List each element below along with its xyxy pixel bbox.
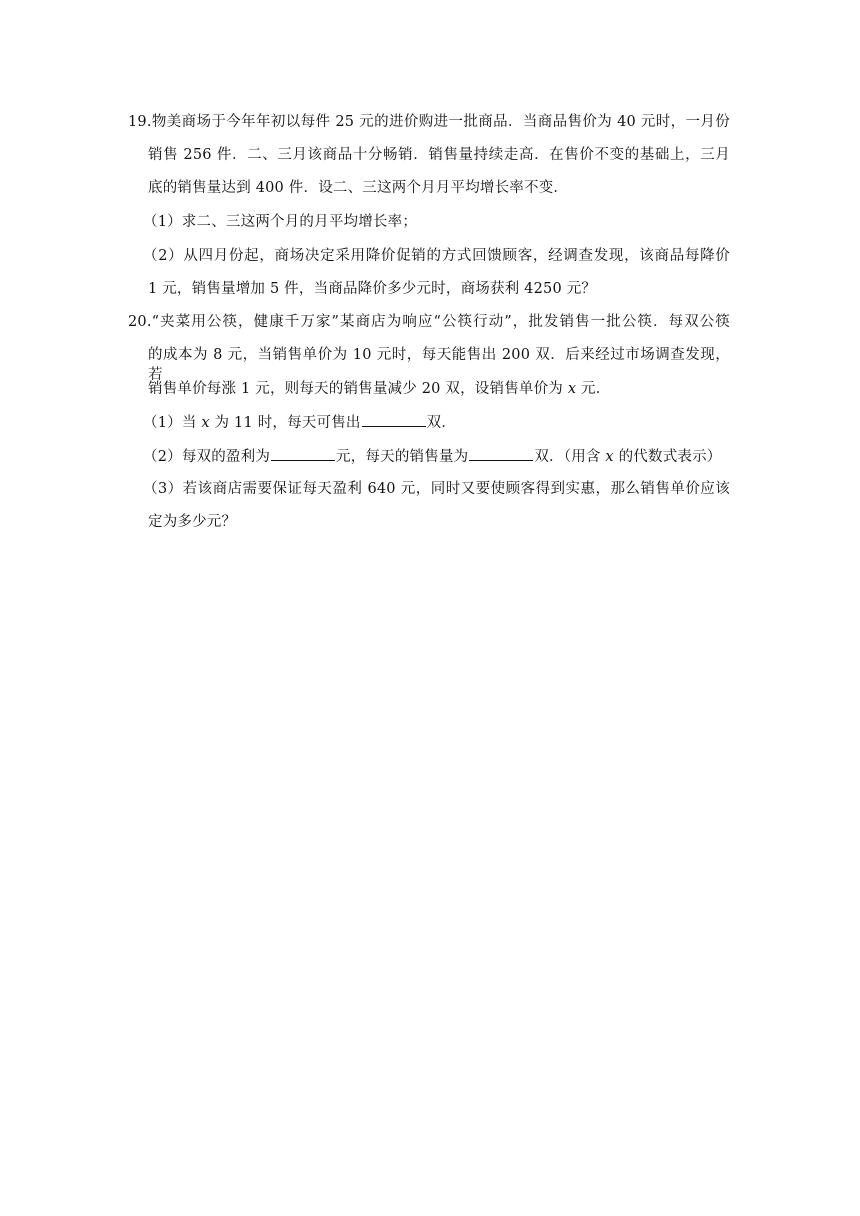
- question-19-text-3: 底的销售量达到 400 件．设二、三这两个月月平均增长率不变．: [148, 180, 569, 196]
- answer-blank: [271, 446, 335, 461]
- question-19-part-2-text-2: 1 元，销售量增加 5 件，当商品降价多少元时，商场获利 4250 元？: [148, 281, 597, 297]
- question-19-line-2: [148, 145, 730, 165]
- question-20-number: 20.: [128, 314, 152, 330]
- question-19-text-1: 物美商场于今年年初以每件 25 元的进价购进一批商品．当商品售价为 40 元时，一月份: [151, 114, 730, 130]
- question-20-part-3-line-2: [148, 512, 236, 532]
- question-19-part-1: [143, 212, 417, 232]
- question-20-line-1: [128, 312, 730, 332]
- question-20-part-2: [143, 446, 722, 467]
- question-20-part-1-b: 为 11 时，每天可售出: [209, 415, 361, 431]
- question-20-text-3b: 元．: [576, 381, 611, 397]
- question-19-part-2-line-2: [148, 279, 596, 299]
- question-20-text-3a: 销售单价每涨 1 元，则每天的销售量减少 20 双，设销售单价为: [148, 381, 568, 397]
- question-19-part-2-text-1: （2）从四月份起，商场决定采用降价促销的方式回馈顾客，经调查发现，该商品每降价: [143, 248, 730, 264]
- answer-blank: [469, 446, 533, 461]
- question-19-part-2-line-1: [143, 246, 730, 266]
- question-20-part-2-b: 元，每天的销售量为: [336, 449, 469, 465]
- question-19-line-3: [148, 178, 568, 198]
- question-20-text-2: 的成本为 8 元，当销售单价为 10 元时，每天能售出 200 双．后来经过市场调查发现，若: [148, 347, 730, 383]
- variable-x: x: [567, 381, 577, 397]
- answer-blank: [362, 412, 426, 427]
- question-19-part-1-text: （1）求二、三这两个月的月平均增长率；: [143, 214, 418, 230]
- variable-x: x: [605, 449, 614, 465]
- question-20-part-3-line-1: [143, 479, 730, 499]
- question-19-text-2: 销售 256 件．二、三月该商品十分畅销．销售量持续走高．在售价不变的基础上，三月: [148, 147, 730, 163]
- variable-x: x: [201, 415, 210, 431]
- question-20-part-1: [143, 412, 456, 433]
- question-20-part-1-a: （1）当: [143, 415, 202, 431]
- question-20-part-2-c: 双．（用含: [534, 449, 606, 465]
- question-19-number: 19.: [128, 114, 152, 130]
- question-19-line-1: [128, 112, 730, 132]
- question-20-part-3-text-1: （3）若该商店需要保证每天盈利 640 元，同时又要使顾客得到实惠，那么销售单价应该: [143, 481, 730, 497]
- question-20-part-2-d: 的代数式表示）: [613, 449, 722, 465]
- question-20-text-1: “夹菜用公筷，健康千万家”某商店为响应“公筷行动”，批发销售一批公筷．每双公筷: [151, 314, 730, 330]
- question-20-part-3-text-2: 定为多少元？: [148, 514, 237, 530]
- question-20-part-2-a: （2）每双的盈利为: [143, 449, 271, 465]
- question-20-line-3: [148, 379, 610, 399]
- question-20-part-1-c: 双．: [426, 415, 457, 431]
